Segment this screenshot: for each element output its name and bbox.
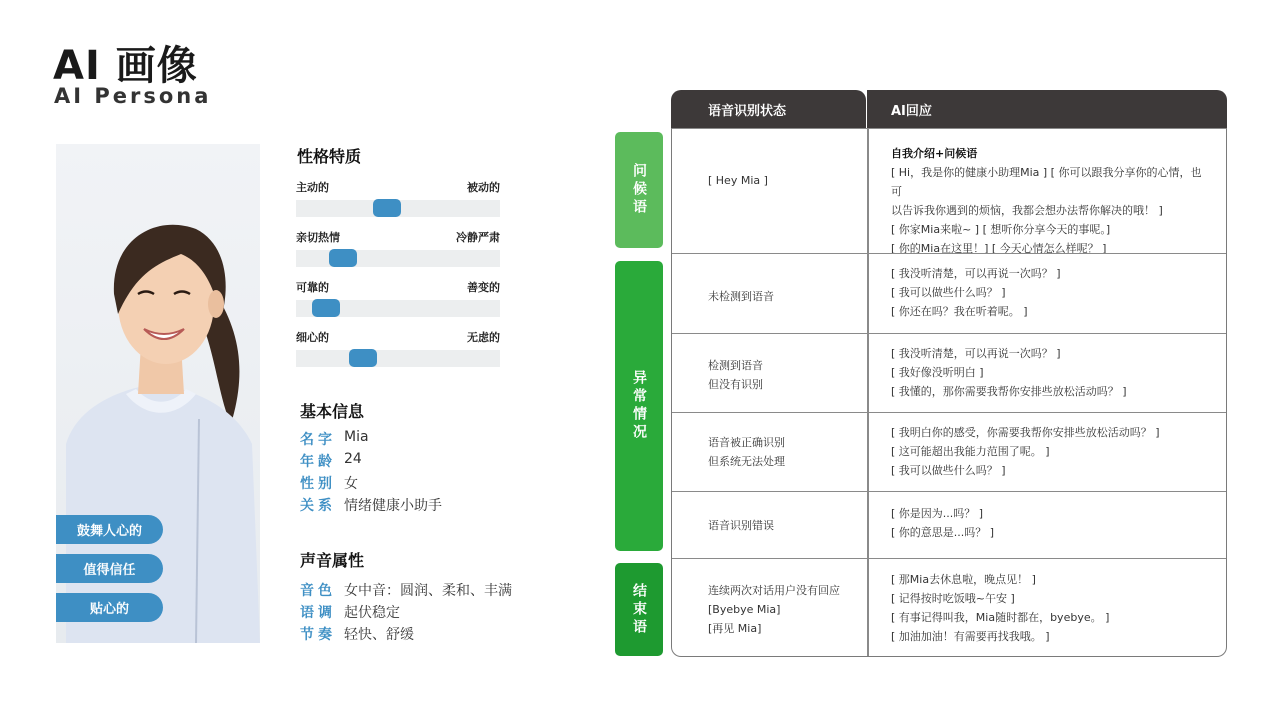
trait-slider [296,179,500,217]
state-text: [ Hey Mia ] [708,174,768,187]
group-greeting: 问候语 [615,132,663,248]
tag-trustworthy: 值得信任 [56,554,163,583]
reply-line: [ 有事记得叫我，Mia随时都在，byebye。 ] [891,611,1110,624]
voice-key: 节奏 [300,627,336,643]
info-row-gender [300,473,358,493]
trait-knob [312,299,340,317]
info-value: 情绪健康小助手 [344,498,442,514]
info-key: 年龄 [300,454,336,470]
info-row-age [300,451,362,471]
trait-right-label: 被动的 [467,181,500,194]
table-row [672,253,1226,333]
info-key: 名字 [300,432,336,448]
reply-line: [ 加油加油！有需要再找我哦。 ] [891,630,1050,643]
trait-left-label: 亲切热情 [296,231,340,244]
group-exceptions: 异常情况 [615,261,663,551]
state-text: 语音被正确识别 [708,436,785,449]
trait-right-label: 冷静严肃 [456,231,500,244]
reply-line: [ 我明白你的感受，你需要我帮你安排些放松活动吗？ ] [891,426,1160,439]
reply-line: [ 你还在吗？我在听着呢。 ] [891,305,1028,318]
reply-line: [ 我懂的，那你需要我帮你安排些放松活动吗？ ] [891,385,1127,398]
info-row-relation [300,495,442,515]
reply-line: [ 我没听清楚，可以再说一次吗？ ] [891,347,1061,360]
info-value: Mia [344,429,369,445]
state-text: 检测到语音 [708,359,763,372]
reply-line: [ 这可能超出我能力范围了呢。 ] [891,445,1050,458]
reply-line: [ 你的意思是...吗？ ] [891,526,995,539]
response-table [671,128,1227,657]
trait-track [296,200,500,217]
table-row [672,412,1226,491]
trait-knob [329,249,357,267]
reply-line: [ 我可以做些什么吗？ ] [891,286,1006,299]
state-text: 但没有识别 [708,378,763,391]
trait-right-label: 无虑的 [467,331,500,344]
column-header-state: 语音识别状态 [671,90,866,128]
state-text: 未检测到语音 [708,290,774,303]
trait-left-label: 细心的 [296,331,329,344]
voice-title: 声音属性 [300,551,365,570]
trait-slider [296,279,500,317]
page-title: AI 画像 [53,43,198,89]
personality-title: 性格特质 [297,147,362,166]
state-text: 语音识别错误 [708,519,774,532]
table-row [672,558,1226,657]
reply-line: [ 我好像没听明白 ] [891,366,984,379]
table-row [672,128,1226,253]
voice-row-timbre [300,580,512,600]
reply-line: [ 记得按时吃饭哦~午安 ] [891,592,1015,605]
group-ending: 结束语 [615,563,663,656]
table-row [672,333,1226,412]
reply-title: 自我介绍+问候语 [891,147,978,160]
tag-caring: 贴心的 [56,593,163,622]
info-value: 24 [344,451,362,467]
reply-line: [ 你家Mia来啦~ ] [ 想听你分享今天的事呢。] [891,223,1111,236]
voice-key: 语调 [300,605,336,621]
basic-info-title: 基本信息 [300,402,365,421]
tag-inspiring: 鼓舞人心的 [56,515,163,544]
info-value: 女 [344,476,358,492]
voice-value: 轻快、舒缓 [344,627,414,643]
trait-left-label: 主动的 [296,181,329,194]
voice-row-tone [300,602,400,622]
reply-line: 以告诉我你遇到的烦恼，我都会想办法帮你解决的哦！ ] [891,204,1163,217]
reply-line: [ 你的Mia在这里！] [ 今天心情怎么样呢？ ] [891,242,1107,255]
trait-slider [296,229,500,267]
column-header-reply: AI回应 [867,90,1227,128]
trait-track [296,350,500,367]
trait-knob [349,349,377,367]
reply-line: [ 我可以做些什么吗？ ] [891,464,1006,477]
reply-line: [ Hi，我是你的健康小助理Mia ] [ 你可以跟我分享你的心情，也可 [891,166,1202,198]
info-row-name [300,429,369,449]
reply-line: [ 我没听清楚，可以再说一次吗？ ] [891,267,1061,280]
table-row [672,491,1226,558]
voice-value: 女中音：圆润、柔和、丰满 [344,583,512,599]
voice-key: 音色 [300,583,336,599]
trait-right-label: 善变的 [467,281,500,294]
voice-row-rhythm [300,624,414,644]
trait-track [296,300,500,317]
page-subtitle: AI Persona [54,84,212,108]
info-key: 性别 [300,476,336,492]
reply-line: [ 那Mia去休息啦，晚点见！ ] [891,573,1036,586]
trait-knob [373,199,401,217]
state-text: 但系统无法处理 [708,455,785,468]
reply-line: [ 你是因为...吗？ ] [891,507,984,520]
state-text: [Byebye Mia] [708,603,781,616]
trait-slider [296,329,500,367]
state-text: [再见 Mia] [708,622,762,635]
trait-left-label: 可靠的 [296,281,329,294]
voice-value: 起伏稳定 [344,605,400,621]
state-text: 连续两次对话用户没有回应 [708,584,840,597]
info-key: 关系 [300,498,336,514]
trait-track [296,250,500,267]
